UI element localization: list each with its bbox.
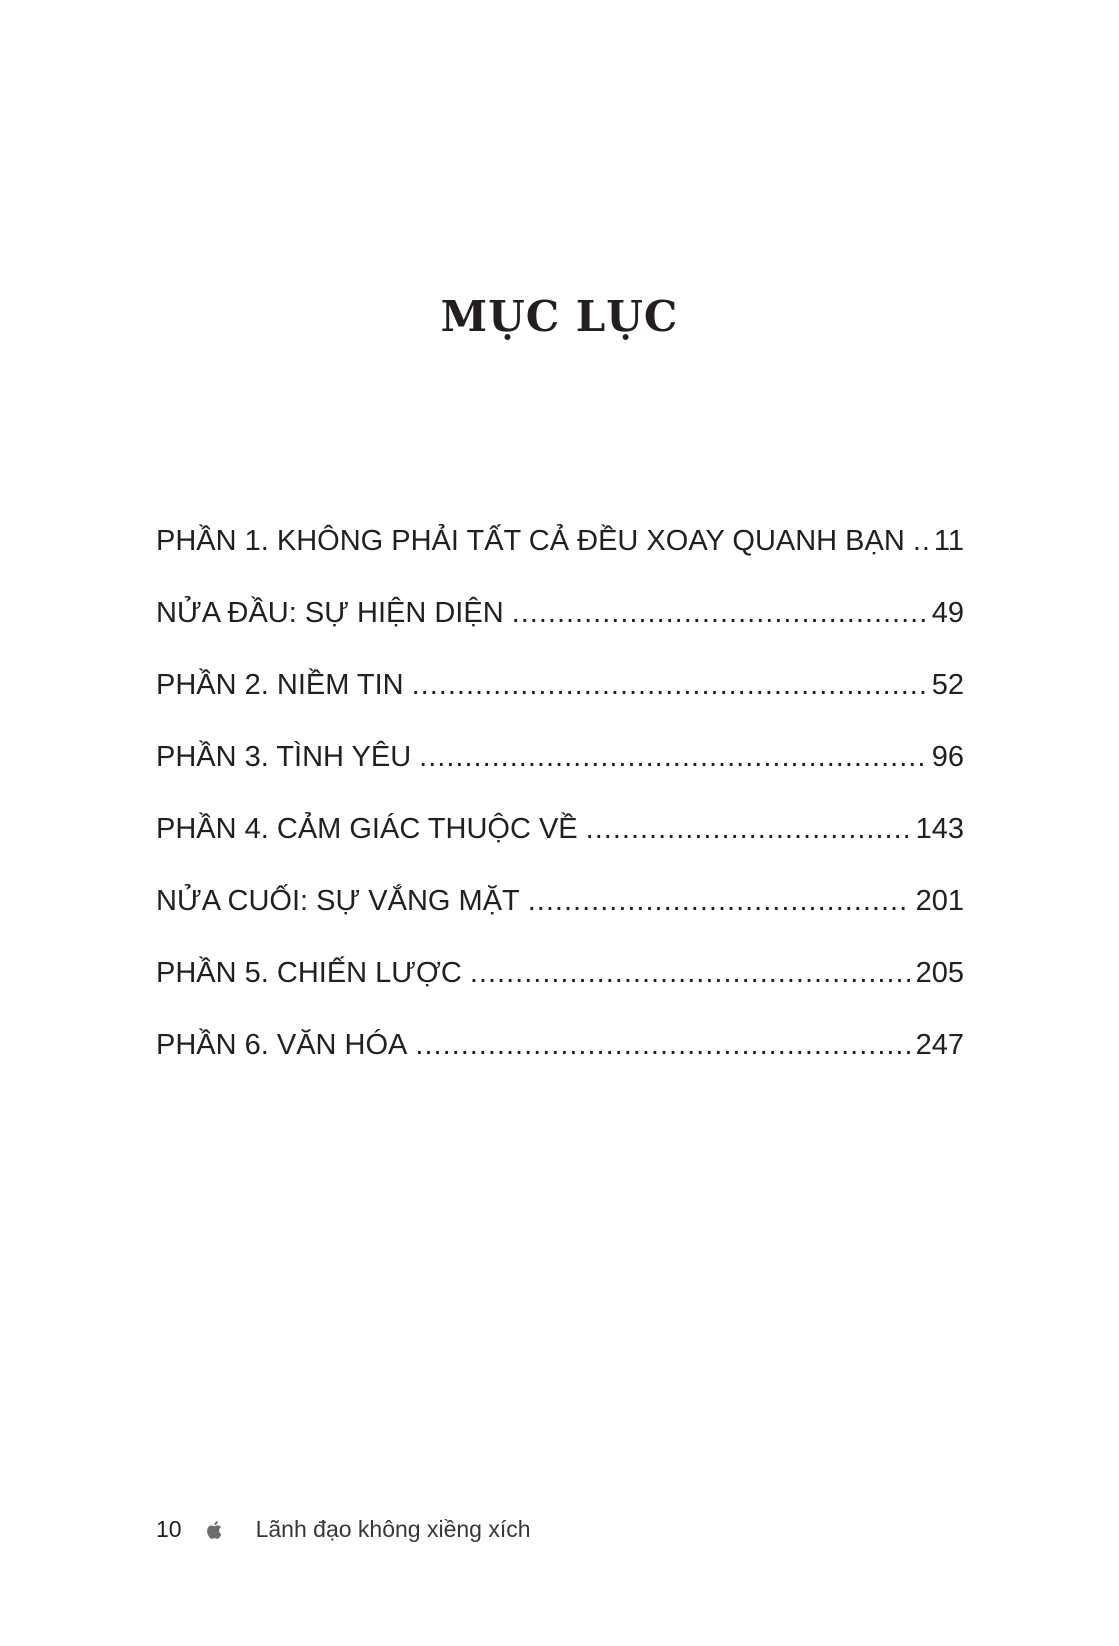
toc-entry-page: 247 [915,1029,964,1061]
toc-dot-leader [528,883,910,919]
toc-entry-label: NỬA ĐẦU: SỰ HIỆN DIỆN [156,597,504,629]
toc-dot-leader [586,811,910,847]
footer-page-number: 10 [156,1516,182,1542]
page-footer [156,1516,531,1543]
toc-dot-leader [913,523,928,559]
toc-entry[interactable] [156,955,964,1027]
toc-entry-label: PHẦN 1. KHÔNG PHẢI TẤT CẢ ĐỀU XOAY QUANH BẠN [156,525,905,557]
toc-entry-label: PHẦN 3. TÌNH YÊU [156,741,412,773]
toc-entry[interactable] [156,883,964,955]
toc-entry[interactable] [156,739,964,811]
toc-entry-page: 201 [915,885,964,917]
toc-entry[interactable] [156,1027,964,1099]
toc-entry-page: 49 [931,597,964,629]
toc-entry-label: PHẦN 2. NIỀM TIN [156,669,404,701]
footer-book-title: Lãnh đạo không xiềng xích [255,1516,531,1542]
toc-entry-label: NỬA CUỐI: SỰ VẮNG MẶT [156,885,520,917]
toc-entry[interactable] [156,667,964,739]
page-title: MỤC LỤC [440,292,679,341]
toc-entry-page: 11 [933,525,964,557]
toc-dot-leader [415,1027,909,1063]
toc-entry-page: 205 [915,957,964,989]
toc-dot-leader [412,667,926,703]
apple-icon [204,1519,226,1541]
toc-dot-leader [470,955,910,991]
toc-entry[interactable] [156,811,964,883]
toc-entry[interactable] [156,523,964,595]
toc-entry-page: 143 [915,813,964,845]
toc-entry[interactable] [156,595,964,667]
toc-entry-page: 52 [931,669,964,701]
toc-dot-leader [419,739,926,775]
toc-dot-leader [512,595,926,631]
toc-entry-label: PHẦN 5. CHIẾN LƯỢC [156,957,462,989]
toc-entry-label: PHẦN 6. VĂN HÓA [156,1029,408,1061]
toc-entry-label: PHẦN 4. CẢM GIÁC THUỘC VỀ [156,813,578,845]
table-of-contents [156,523,964,1099]
toc-entry-page: 96 [931,741,964,773]
